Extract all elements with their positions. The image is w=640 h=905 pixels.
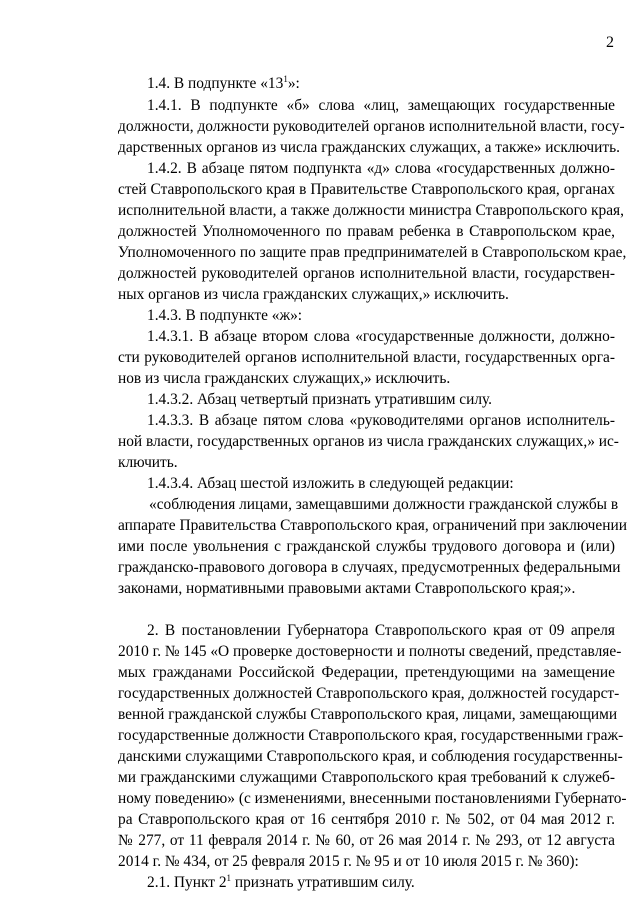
line-35: ра Ставропольского края от 16 сентября 2010 г. № 502, от 04 мая 2012 г. — [118, 811, 615, 828]
line-23: ими после увольнения с гражданской службы трудового договора и (или) — [118, 538, 615, 555]
line-15: нов из числа гражданских служащих,» исключить. — [118, 370, 451, 387]
line-24: гражданско-правового договора в случаях, предусмотренных федеральными — [118, 559, 621, 576]
line-37: 2014 г. № 434, от 25 февраля 2015 г. № 95 и от 10 июля 2015 г. № 360): — [118, 853, 579, 870]
line-31: государственные должности Ставропольского края, государственными граж- — [118, 727, 624, 744]
line-13: 1.4.3.1. В абзаце втором слова «государственные должности, должно- — [147, 328, 615, 345]
line-22: аппарате Правительства Ставропольского края, ограничений при заключении — [118, 517, 627, 534]
line-17: 1.4.3.3. В абзаце пятом слова «руководителями органов исполнитель- — [147, 412, 615, 429]
line-10: должностей руководителей органов исполнительной власти, государствен- — [118, 265, 615, 282]
line-19: ключить. — [118, 454, 178, 471]
line-30: венной гражданской службы Ставропольского края, лицами, замещающими — [118, 706, 618, 723]
page-number: 2 — [606, 34, 614, 51]
line-26: 2. В постановлении Губернатора Ставропольского края от 09 апреля — [147, 622, 615, 639]
line-1: 1.4. В подпункте «$13^1$»: — [147, 73, 300, 92]
line-12: 1.4.3. В подпункте «ж»: — [147, 307, 303, 324]
line-8: должностей Уполномоченного по правам ребенка в Ставропольском крае, — [118, 223, 615, 240]
line-27: 2010 г. № 145 «О проверке достоверности и полноты сведений, представляе- — [118, 643, 622, 660]
line-11: ных органов из числа гражданских служащих,» исключить. — [118, 286, 509, 303]
line-29: государственных должностей Ставропольского края, должностей государст- — [118, 685, 620, 702]
line-33: ми гражданскими служащими Ставропольского края требований к служеб- — [118, 769, 615, 786]
line-20: 1.4.3.4. Абзац шестой изложить в следующей редакции: — [147, 475, 514, 492]
line-3: должности, должности руководителей органов исполнительной власти, госу- — [118, 118, 625, 135]
line-34: ному поведению» (с изменениями, внесенными постановлениями Губернато- — [118, 790, 627, 807]
line-16: 1.4.3.2. Абзац четвертый признать утратившим силу. — [147, 391, 493, 408]
line-36: № 277, от 11 февраля 2014 г. № 60, от 26 мая 2014 г. № 293, от 12 августа — [118, 832, 615, 849]
line-2: 1.4.1. В подпункте «б» слова «лиц, замещающих государственные — [147, 97, 615, 114]
line-28: мых гражданами Российской Федерации, претендующими на замещение — [118, 664, 615, 681]
line-6: стей Ставропольского края в Правительстве Ставропольского края, органах — [118, 181, 615, 198]
line-4: дарственных органов из числа гражданских служащих, а также» исключить. — [118, 139, 621, 156]
line-18: ной власти, государственных органов из числа гражданских служащих,» ис- — [118, 433, 619, 450]
line-32: данскими служащими Ставропольского края, и соблюдения государственны- — [118, 748, 623, 765]
line-7: исполнительной власти, а также должности министра Ставропольского края, — [118, 202, 624, 219]
line-14: сти руководителей органов исполнительной власти, государственных орга- — [118, 349, 615, 366]
superscript: 1 — [226, 872, 232, 883]
line-38: 2.1. Пункт $2^1$ признать утратившим силу. — [147, 872, 415, 891]
superscript: 1 — [283, 73, 288, 84]
line-21: «соблюдения лицами, замещавшими должности гражданской службы в — [149, 496, 619, 513]
line-9: Уполномоченного по защите прав предпринимателей в Ставропольском крае, — [118, 244, 627, 261]
line-25: законами, нормативными правовыми актами Ставропольского края;». — [118, 580, 576, 597]
line-5: 1.4.2. В абзаце пятом подпункта «д» слова «государственных должно- — [147, 160, 615, 177]
